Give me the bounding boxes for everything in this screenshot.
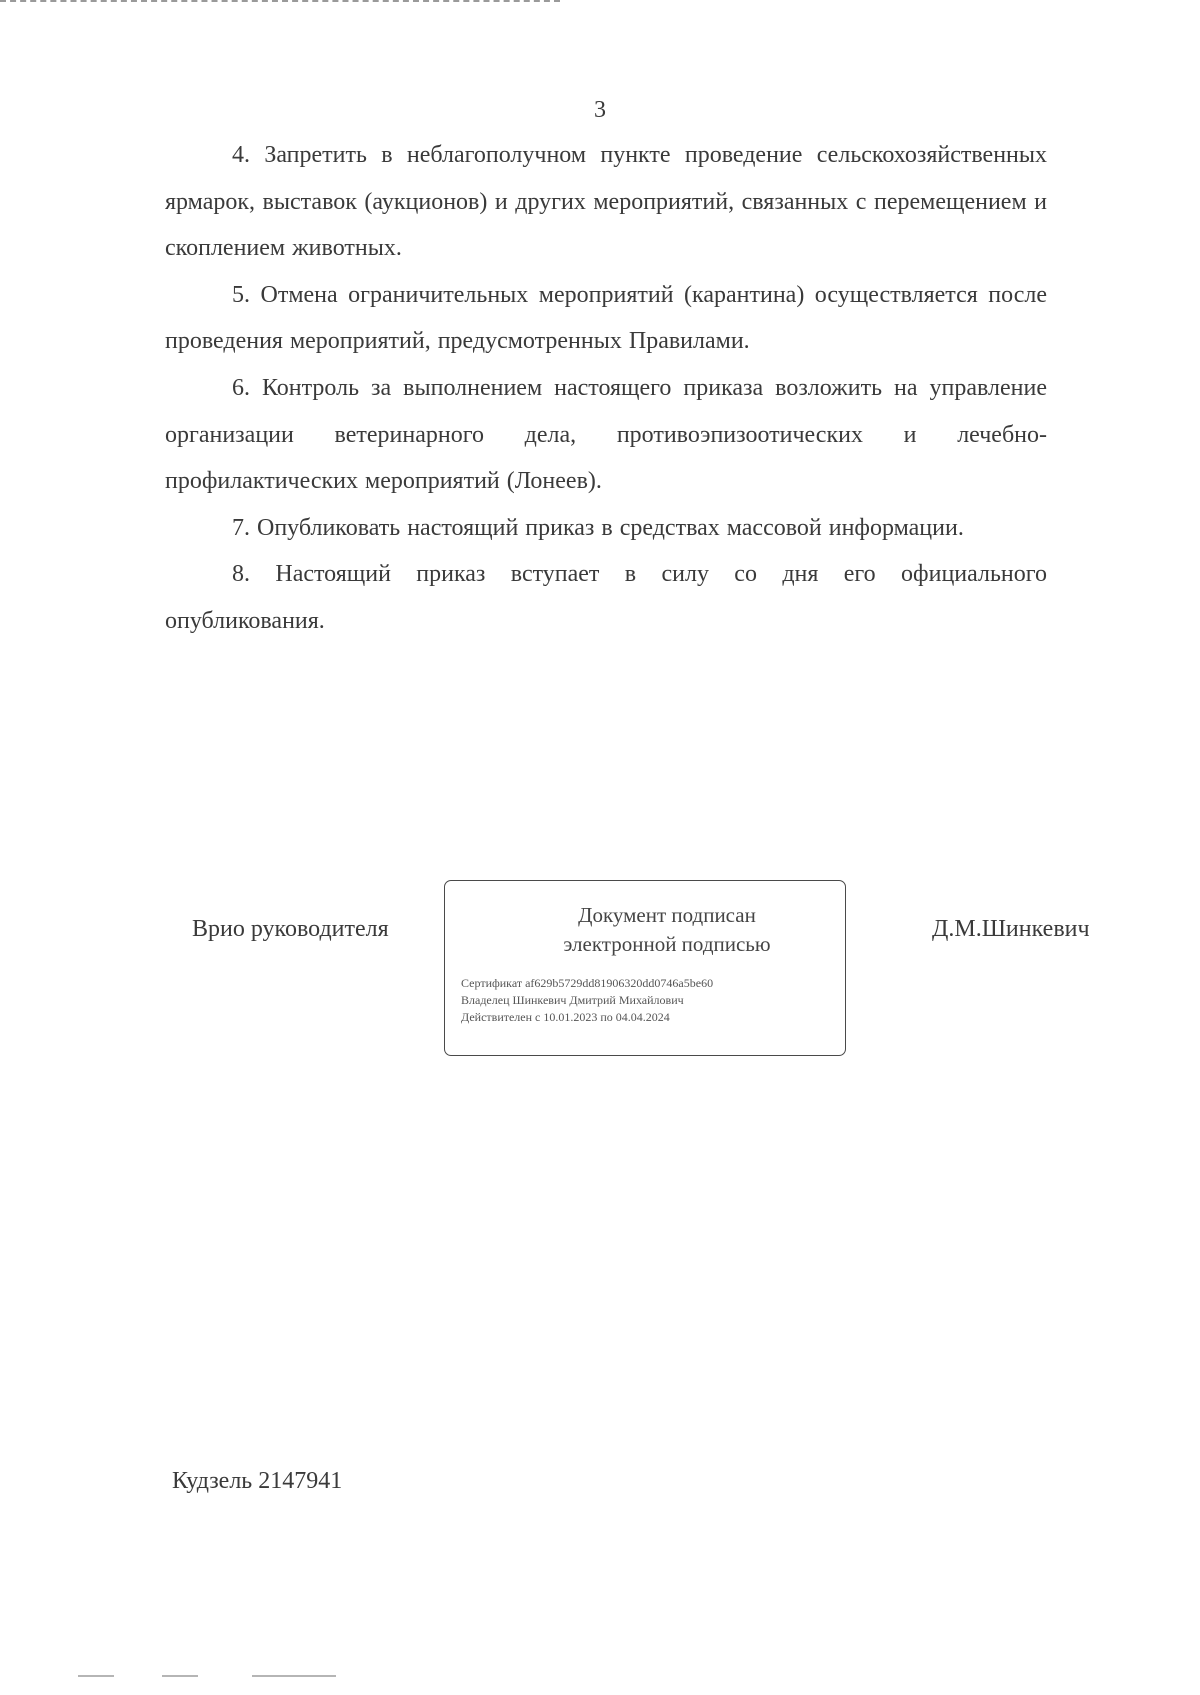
scan-edge-bottom-mark-1 — [78, 1675, 114, 1677]
stamp-details — [461, 975, 845, 1026]
stamp-title-line-2: электронной подписью — [563, 932, 771, 956]
stamp-certificate: Сертификат af629b5729dd81906320dd0746a5be60 — [461, 976, 714, 990]
paragraph-8: 8. Настоящий приказ вступает в силу со дня его официального опубликования. — [165, 561, 1047, 634]
page-number: 3 — [594, 97, 606, 123]
stamp-title — [517, 901, 817, 959]
stamp-validity: Действителен с 10.01.2023 по 04.04.2024 — [461, 1010, 670, 1024]
signer-position: Врио руководителя — [192, 916, 389, 942]
stamp-title-line-1: Документ подписан — [578, 903, 756, 927]
paragraph-4: 4. Запретить в неблагополучном пункте проведение сельскохозяйственных ярмарок, выставок (аукционов) и других мероприятий, связанных с перемещением и скоплением животных. — [165, 142, 1047, 262]
paragraph-7: 7. Опубликовать настоящий приказ в средствах массовой информации. — [232, 514, 964, 541]
scan-edge-bottom-mark-2 — [162, 1675, 198, 1677]
executor-note: Кудзель 2147941 — [172, 1468, 343, 1494]
scan-edge-top — [0, 0, 560, 2]
electronic-signature-stamp — [444, 880, 846, 1056]
signature-block — [0, 880, 1200, 1080]
document-body — [165, 132, 1047, 645]
paragraph-5: 5. Отмена ограничительных мероприятий (карантина) осуществляется после проведения мероприятий, предусмотренных Правилами. — [165, 281, 1047, 355]
paragraph-6: 6. Контроль за выполнением настоящего приказа возложить на управление организации ветеринарного дела, противоэпизоотических и лечебно-профилактических мероприятий (Лонеев). — [165, 374, 1047, 495]
signer-name: Д.М.Шинкевич — [932, 916, 1090, 942]
stamp-owner: Владелец Шинкевич Дмитрий Михайлович — [461, 993, 684, 1007]
scan-edge-bottom-mark-3 — [252, 1675, 336, 1677]
